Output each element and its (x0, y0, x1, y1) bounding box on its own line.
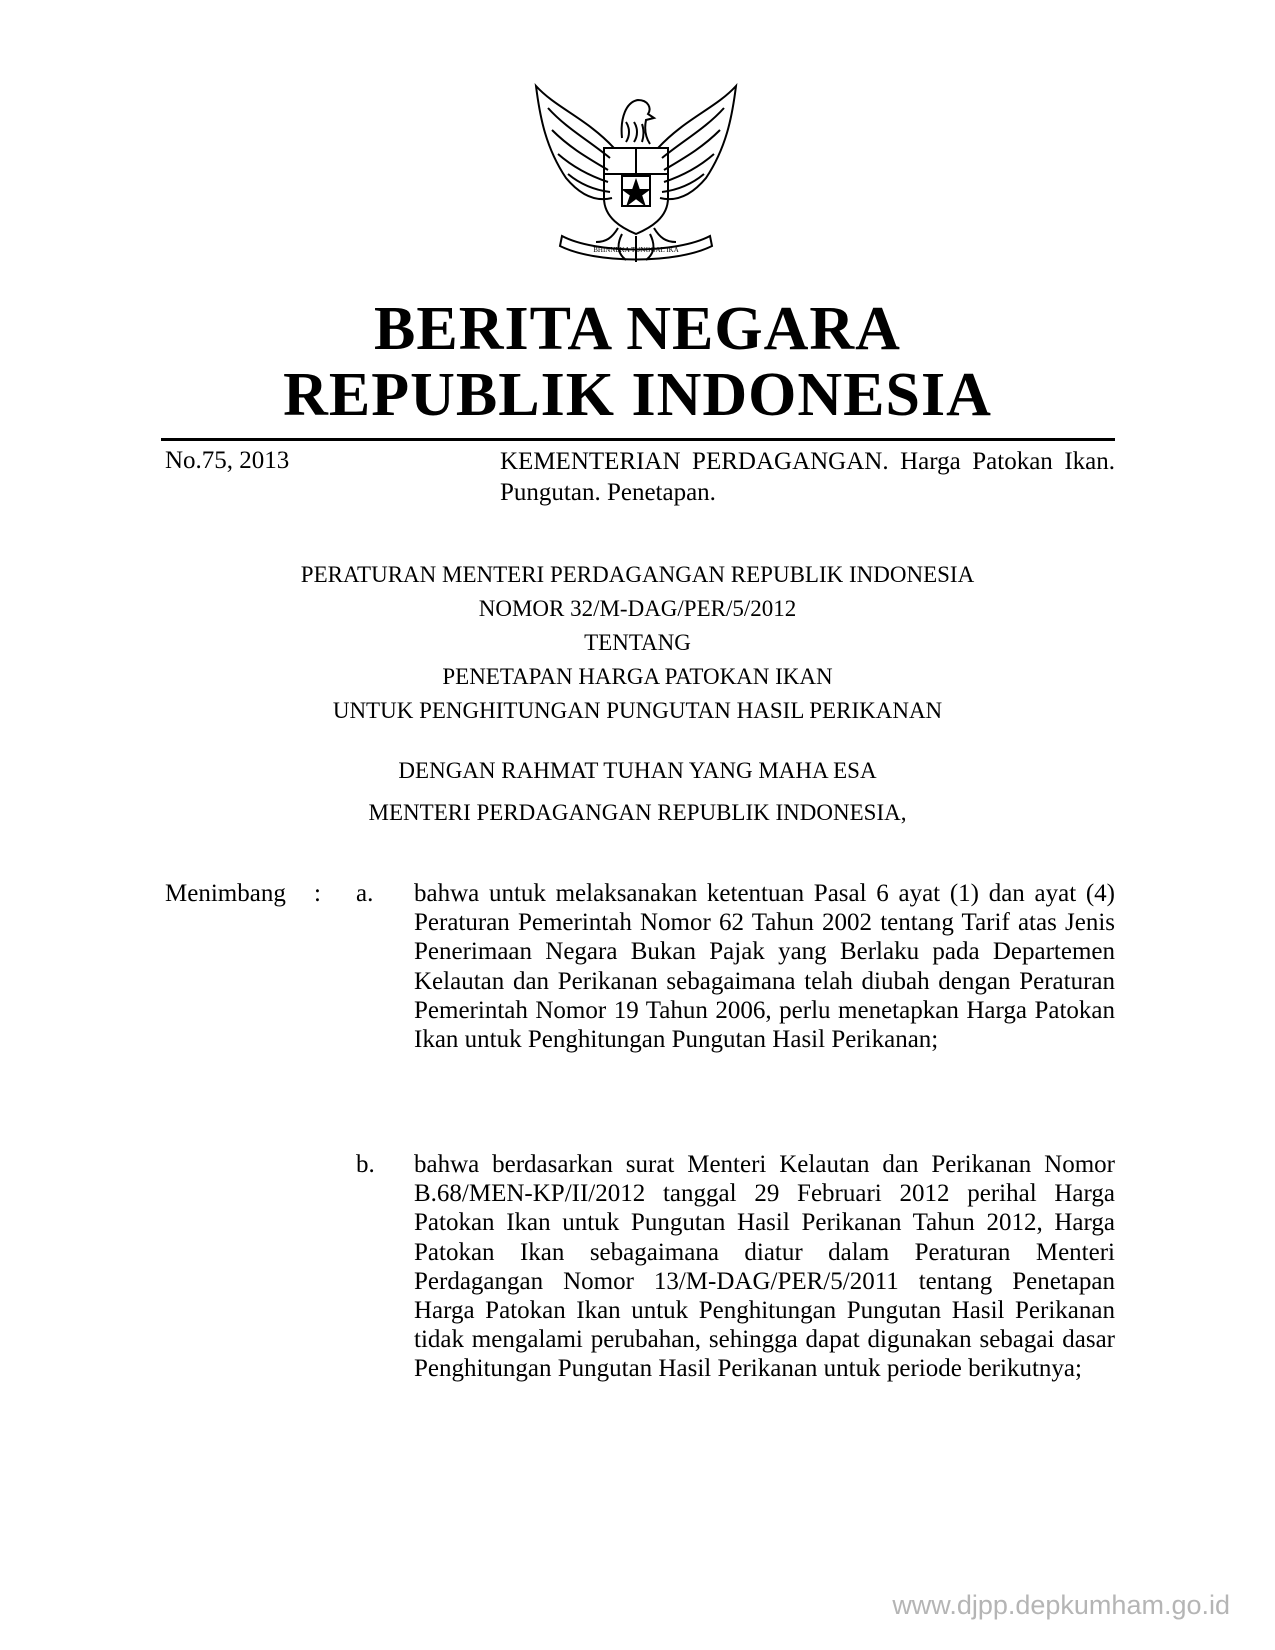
masthead (160, 296, 1115, 428)
regulation-subject-line2: UNTUK PENGHITUNGAN PUNGUTAN HASIL PERIKANAN (332, 698, 943, 723)
masthead-divider (161, 438, 1115, 441)
regulation-title: PERATURAN MENTERI PERDAGANGAN REPUBLIK INDONESIA (300, 562, 975, 587)
considering-label: Menimbang (165, 880, 286, 907)
considering-item-a-text: bahwa untuk melaksanakan ketentuan Pasal 6 ayat (1) dan ayat (4) Peraturan Pemerintah Nomor 62 Tahun 2002 tentang Tarif atas Jenis Penerimaan Negara Bukan Pajak yang Berlaku pada Departemen Kelautan dan Perikanan sebagaimana telah diubah dengan Peraturan Pemerintah Nomor 19 Tahun 2006, perlu menetapkan Harga Patokan Ikan untuk Penghitungan Pungutan Hasil Perikanan; (414, 880, 1115, 1054)
issue-number: No.75, 2013 (165, 447, 290, 474)
preamble (160, 750, 1115, 834)
regulation-heading (160, 558, 1115, 728)
preamble-line2: MENTERI PERDAGANGAN REPUBLIK INDONESIA, (368, 800, 907, 825)
masthead-title-line1: BERITA NEGARA (374, 295, 901, 363)
preamble-line1: DENGAN RAHMAT TUHAN YANG MAHA ESA (398, 758, 877, 783)
regulation-about: TENTANG (584, 630, 691, 655)
regulation-subject-line1: PENETAPAN HARGA PATOKAN IKAN (442, 664, 833, 689)
regulation-number: NOMOR 32/M-DAG/PER/5/2012 (478, 596, 797, 621)
watermark-url: www.djpp.depkumham.go.id (892, 1590, 1230, 1620)
issue-description: KEMENTERIAN PERDAGANGAN. Harga Patokan Ikan. Pungutan. Penetapan. (500, 448, 1115, 506)
garuda-emblem (526, 78, 746, 274)
considering-colon: : (314, 880, 321, 907)
masthead-title-line2: REPUBLIK INDONESIA (283, 361, 992, 429)
considering-item-b-text: bahwa berdasarkan surat Menteri Kelautan dan Perikanan Nomor B.68/MEN-KP/II/2012 tanggal 29 Februari 2012 perihal Harga Patokan Ikan untuk Pungutan Hasil Perikanan Tahun 2012, Harga Patokan Ikan sebagaimana diatur dalam Peraturan Menteri Perdagangan Nomor 13/M-DAG/PER/5/2011 tentang Penetapan Harga Patokan Ikan untuk Penghitungan Pungutan Hasil Perikanan tidak mengalami perubahan, sehingga dapat digunakan sebagai dasar Penghitungan Pungutan Hasil Perikanan untuk periode berikutnya; (414, 1151, 1115, 1383)
emblem-motto: BHINNEKA TUNGGAL IKA (593, 246, 679, 254)
considering-item-b-letter: b. (356, 1151, 375, 1178)
considering-item-a-letter: a. (356, 880, 374, 907)
